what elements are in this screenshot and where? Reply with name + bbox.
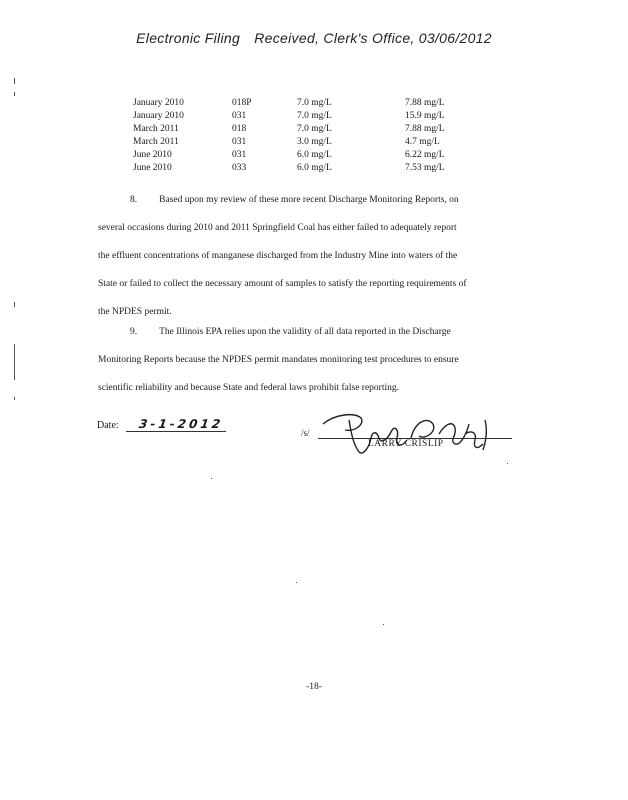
row-outfall: 031 <box>232 150 247 160</box>
scan-mark <box>14 92 15 96</box>
row-result: 7.53 mg/L <box>405 163 445 173</box>
scan-speck <box>296 582 297 583</box>
row-date: June 2010 <box>133 150 172 160</box>
row-result: 7.88 mg/L <box>405 98 445 108</box>
signature-mark: /s/ <box>301 428 310 438</box>
paragraph-line <box>98 318 528 346</box>
paragraph-line: the effluent concentrations of manganese discharged from the Industry Mine into waters of the <box>98 251 458 261</box>
row-limit: 7.0 mg/L <box>297 111 332 121</box>
paragraph-line: scientific reliability and because State and federal laws prohibit false reporting. <box>98 383 399 393</box>
scan-speck <box>383 624 384 625</box>
paragraph-line: several occasions during 2010 and 2011 Springfield Coal has either failed to adequately report <box>98 223 457 233</box>
header-received-label: Received, Clerk's Office, 03/06/2012 <box>254 30 492 46</box>
row-date: January 2010 <box>133 98 184 108</box>
row-outfall: 033 <box>232 163 247 173</box>
scan-mark <box>14 344 15 380</box>
paragraph-number: 9. <box>130 327 138 337</box>
row-outfall: 031 <box>232 111 247 121</box>
scan-mark <box>14 78 15 84</box>
electronic-filing-header <box>0 30 628 46</box>
row-outfall: 031 <box>232 137 247 147</box>
row-result: 6.22 mg/L <box>405 150 445 160</box>
handwritten-date: 3-1-2012 <box>126 417 228 432</box>
paragraph-line: Monitoring Reports because the NPDES permit mandates monitoring test procedures to ensure <box>98 355 459 365</box>
date-label: Date: <box>97 420 119 431</box>
row-limit: 6.0 mg/L <box>297 163 332 173</box>
row-result: 15.9 mg/L <box>405 111 445 121</box>
row-result: 4.7 mg/L <box>405 137 440 147</box>
row-limit: 7.0 mg/L <box>297 124 332 134</box>
table-row <box>133 123 463 136</box>
row-limit: 7.0 mg/L <box>297 98 332 108</box>
table-row <box>133 110 463 123</box>
table-row <box>133 149 463 162</box>
paragraph-line: the NPDES permit. <box>98 307 172 317</box>
row-date: March 2011 <box>133 137 179 147</box>
row-date: March 2011 <box>133 124 179 134</box>
scan-speck <box>211 478 212 479</box>
paragraph-number: 8. <box>130 195 138 205</box>
row-result: 7.88 mg/L <box>405 124 445 134</box>
paragraph-line-text: Based upon my review of these more recent Discharge Monitoring Reports, on <box>159 195 459 205</box>
paragraph-line-text: The Illinois EPA relies upon the validity of all data reported in the Discharge <box>159 327 451 337</box>
paragraph-8 <box>98 186 528 326</box>
scan-mark <box>14 302 15 307</box>
page-number: -18- <box>306 682 322 692</box>
manganese-results-table <box>133 97 463 175</box>
row-limit: 6.0 mg/L <box>297 150 332 160</box>
scan-speck <box>507 463 508 464</box>
scan-mark <box>14 397 15 400</box>
row-limit: 3.0 mg/L <box>297 137 332 147</box>
table-row <box>133 97 463 110</box>
paragraph-line: State or failed to collect the necessary amount of samples to satisfy the reporting requirements of <box>98 279 467 289</box>
table-row <box>133 162 463 175</box>
date-line <box>97 417 227 432</box>
row-outfall: 018P <box>232 98 252 108</box>
paragraph-9 <box>98 318 528 402</box>
row-date: January 2010 <box>133 111 184 121</box>
paragraph-line <box>98 186 528 214</box>
header-filing-label: Electronic Filing <box>136 30 241 46</box>
row-outfall: 018 <box>232 124 247 134</box>
signer-name: LARRY CRISLIP <box>368 439 444 449</box>
row-date: June 2010 <box>133 163 172 173</box>
table-row <box>133 136 463 149</box>
handwritten-signature <box>315 410 505 458</box>
